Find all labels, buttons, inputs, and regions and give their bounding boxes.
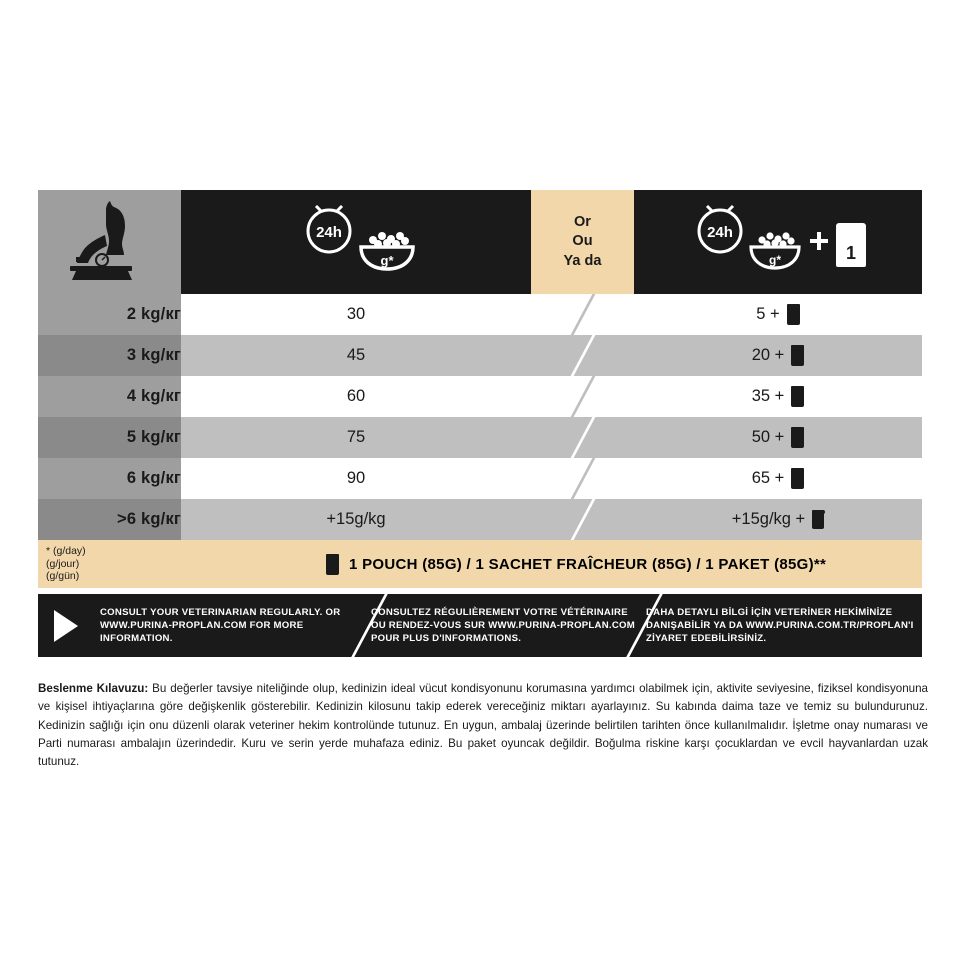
cat-on-scale-icon-cell [38, 190, 181, 294]
dry-food-icon-cell [181, 190, 531, 294]
pouch-size-banner [38, 540, 922, 588]
unit-footnote [38, 545, 181, 583]
row-mix-cell [634, 335, 922, 376]
row-mix-cell [634, 294, 922, 335]
feeding-table [38, 190, 922, 540]
row-dry-value: 60 [181, 376, 531, 417]
or-label-tr: Ya da [563, 252, 602, 269]
feeding-notes [38, 680, 928, 772]
pouch-icon [326, 554, 339, 575]
pouch-icon [791, 468, 804, 489]
veterinarian-advice-bar [38, 594, 922, 657]
row-mix-value: 20 + [751, 346, 785, 364]
svg-text:24h: 24h [707, 224, 733, 241]
row-weight-label: 3 kg/кг [38, 335, 181, 376]
pouch-size-text: 1 POUCH (85G) / 1 SACHET FRAÎCHEUR (85G) / 1 PAKET (85G)** [349, 555, 827, 573]
unit-footnote-fr: (g/jour) [46, 557, 80, 570]
table-row [38, 376, 922, 417]
feeding-notes-body: Bu değerler tavsiye niteliğinde olup, kedinizin ideal vücut kondisyonunu korumasına yardımcı olabilmek için, aktivite seviyesine, fiziksel kondisyonuna ve kişisel ihtiyaçlarına göre değişkenlik gösterebilir. Kedinizin kilosunu takip ederek vereceğiniz miktarı ayarlayınız. Su kabında daima taze ve temiz su bulundurunuz. Kedinizin sağlığı için onu düzenli olarak veteriner hekim kontrolünde tutunuz. En uygun, ambalaj üzerinde belirtilen tarihten önce kullanılmalıdır. İşletme onay numarası ve Parti numarası ambalajın üzerindedir. Kuru ve serin yerde muhafaza ediniz. Bu paket oyuncak değildir. Boğulma riskine karşı çocuklardan ve evcil hayvanlardan uzak tutunuz. [38, 682, 928, 769]
cat-on-scale-icon [38, 200, 181, 284]
row-mix-cell [634, 376, 922, 417]
row-mix-value: 5 + [756, 305, 780, 323]
row-mix-value: 50 + [751, 428, 785, 446]
or-label-en: Or [574, 213, 591, 230]
row-weight-label: >6 kg/кг [38, 499, 181, 540]
row-weight-label: 2 kg/кг [38, 294, 181, 335]
or-separator-cell [531, 190, 634, 294]
table-row [38, 499, 922, 540]
pouch-icon [787, 304, 800, 325]
table-row [38, 335, 922, 376]
unit-footnote-en: * (g/day) [46, 544, 86, 557]
row-dry-value: +15g/kg [181, 499, 531, 540]
feeding-guide-sheet [38, 190, 922, 657]
row-dry-value: 30 [181, 294, 531, 335]
row-dry-value: 45 [181, 335, 531, 376]
table-row [38, 458, 922, 499]
row-separator [531, 335, 634, 376]
unit-footnote-tr: (g/gün) [46, 570, 80, 583]
table-row [38, 294, 922, 335]
row-mix-cell [634, 417, 922, 458]
row-separator [531, 458, 634, 499]
row-separator [531, 294, 634, 335]
pouch-icon [791, 345, 804, 366]
mixed-feeding-icon-cell [634, 190, 922, 294]
row-weight-label: 5 kg/кг [38, 417, 181, 458]
row-mix-value: 35 + [751, 387, 785, 405]
pouch-icon [812, 510, 824, 529]
row-mix-cell [634, 499, 922, 540]
row-mix-cell [634, 458, 922, 499]
row-dry-value: 90 [181, 458, 531, 499]
pouch-icon [791, 427, 804, 448]
row-mix-value: 65 + [751, 469, 785, 487]
row-separator [531, 417, 634, 458]
row-dry-value: 75 [181, 417, 531, 458]
advice-text-en: CONSULT YOUR VETERINARIAN REGULARLY. OR WWW.PURINA-PROPLAN.COM FOR MORE INFORMATION. [100, 606, 341, 645]
row-weight-label: 4 kg/кг [38, 376, 181, 417]
advice-text-tr: DAHA DETAYLI BİLGİ İÇİN VETERİNER HEKİMİNİZE DANIŞABİLİR YA DA WWW.PURINA.COM.TR/PROPLAN'I ZİYARET EDEBİLİRSİNİZ. [646, 606, 914, 645]
table-header-row [38, 190, 922, 294]
dry-unit-label: g* [380, 253, 394, 268]
24h-clock-bowl-plus-pouch-icon [634, 205, 922, 279]
arrow-icon [38, 606, 100, 646]
row-separator [531, 499, 634, 540]
24h-clock-and-dry-food-bowl-icon [181, 205, 531, 279]
table-row [38, 417, 922, 458]
advice-text-fr: CONSULTEZ RÉGULIÈREMENT VOTRE VÉTÉRINAIRE OU RENDEZ-VOUS SUR WWW.PURINA-PROPLAN.COM POUR PLUS D'INFORMATIONS. [371, 606, 635, 645]
feeding-notes-heading: Beslenme Kılavuzu: [38, 682, 149, 695]
row-mix-value: +15g/kg + [731, 510, 806, 528]
svg-text:24h: 24h [316, 224, 342, 241]
pouch-count-label: 1 [845, 243, 857, 263]
row-separator [531, 376, 634, 417]
row-weight-label: 6 kg/кг [38, 458, 181, 499]
pouch-size-text-wrap [181, 554, 922, 575]
mix-unit-label: g* [769, 253, 781, 267]
pouch-icon [791, 386, 804, 407]
or-label-fr: Ou [572, 233, 593, 250]
